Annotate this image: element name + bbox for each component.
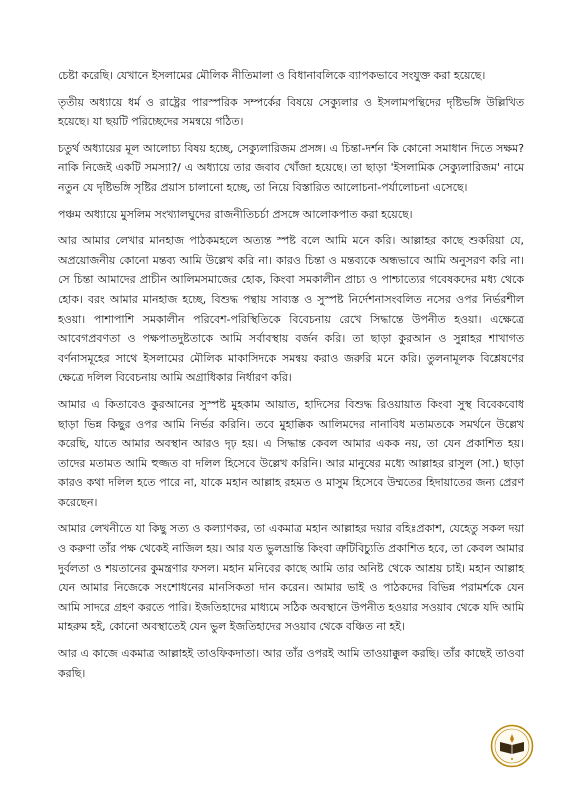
paragraph: আর আমার লেখার মানহাজ পাঠকমহলে অত্যন্ত স্পষ্ট বলে আমি মনে করি। আল্লাহর কাছে শুকরিয়া যে, অপ্রয়োজনীয় কোনো মন্তব্য আমি উল্লেখ করি না। কারও চিন্তা ও মন্তব্যকে অন্ধভাবে আমি অনুসরণ করি না। সে চিন্তা আমাদের প্রাচীন আলিমসমাজের হোক, কিংবা সমকালীন প্রাচ্য ও পাশ্চাত্যের গবেষকদের মধ্য থেকে হোক। বরং আমার মানহাজ হচ্ছে, বিশুদ্ধ পন্থায় সাব্যস্ত ও সুস্পষ্ট নির্দেশনাসংবলিত নসের ওপর নির্ভরশীল হওয়া। পাশাপাশি সমকালীন পরিবেশ-পরিস্থিতিকে বিবেচনায় রেখে সিদ্ধান্তে উপনীত হওয়া। এক্ষেত্রে আবেগপ্রবণতা ও পক্ষপাতদুষ্টতাকে আমি সর্বাবস্থায় বর্জন করি। তা ছাড়া কুরআন ও সুন্নাহর শাখাগত বর্ণনাসমূহের সাথে ইসলামের মৌলিক মাকাসিদকে সমন্বয় করাও জরুরি মনে করি। তুলনামূলক বিশ্লেষণের ক্ষেত্রে দলিল বিবেচনায় আমি অগ্রাধিকার নির্ধারণ করি। <box>58 234 524 385</box>
paragraph: তৃতীয় অধ্যায়ে ধর্ম ও রাষ্ট্রের পারস্পরিক সম্পর্কের বিষয়ে সেক্যুলার ও ইসলামপন্থিদের দৃষ্টিভঙ্গি উল্লিখিত হয়েছে। যা ছয়টি পরিচ্ছেদের সমন্বয়ে গঠিত। <box>58 95 524 129</box>
page-body <box>58 66 524 690</box>
paragraph: আমার লেখনীতে যা কিছু সত্য ও কল্যাণকর, তা একমাত্র মহান আল্লাহর দয়ার বহিঃপ্রকাশ, যেহেতু সকল দয়া ও করুণা তাঁর পক্ষ থেকেই নাজিল হয়। আর যত ভুলভ্রান্তি কিংবা ত্রুটিবিচ্যুতি প্রকাশিত হবে, তা কেবল আমার দুর্বলতা ও শয়তানের কুমন্ত্রণার ফসল। মহান মনিবের কাছে আমি তার অনিষ্ট থেকে আশ্রয় চাই। মহান আল্লাহ যেন আমার নিজেকে সংশোধনের মানসিকতা দান করেন। আমার ভাই ও পাঠকদের বিভিন্ন পরামর্শকে যেন আমি সাদরে গ্রহণ করতে পারি। ইজতিহাদের মাধ্যমে সঠিক অবস্থানে উপনীত হওয়ার সওয়াব থেকে যদি আমি মাহরুম হই, কোনো অবস্থাতেই যেন ভুল ইজতিহাদের সওয়াব থেকে বঞ্চিত না হই। <box>58 522 524 634</box>
paragraph: পঞ্চম অধ্যায়ে মুসলিম সংখ্যালঘুদের রাজনীতিচর্চা প্রসঙ্গে আলোকপাত করা হয়েছে। <box>58 207 413 221</box>
paragraph: চতুর্থ অধ্যায়ের মূল আলোচ্য বিষয় হচ্ছে, সেক্যুলারিজম প্রসঙ্গ। এ চিন্তা-দর্শন কি কোনো সমাধান দিতে সক্ষম? নাকি নিজেই একটি সমস্যা?/ এ অধ্যায়ে তার জবাব খোঁজা হয়েছে। তা ছাড়া 'ইসলামিক সেক্যুলারিজম' নামে নতুন যে দৃষ্টিভঙ্গি সৃষ্টির প্রয়াস চালানো হচ্ছে, তা নিয়ে বিস্তারিত আলোচনা-পর্যালোচনা এসেছে। <box>58 141 524 194</box>
paragraph: চেষ্টা করেছি। যেখানে ইসলামের মৌলিক নীতিমালা ও বিধানাবলিকে ব্যাপকভাবে সংযুক্ত করা হয়েছে। <box>58 69 486 82</box>
publisher-book-logo-icon <box>490 724 534 768</box>
paragraph: আর এ কাজে একমাত্র আল্লাহই তাওফিকদাতা। আর তাঁর ওপরই আমি তাওয়াক্কুল করছি। তাঁর কাছেই তাওবা করছি। <box>58 647 524 680</box>
paragraph: আমার এ কিতাবেও কুরআনের সুস্পষ্ট মুহকাম আয়াত, হাদিসের বিশুদ্ধ রিওয়ায়াত কিংবা সুস্থ বিবেকবোধ ছাড়া ভিন্ন কিছুর ওপর আমি নির্ভর করিনি। তবে মুহাক্কিক আলিমদের নানাবিধ মতামতকে সমর্থনে উল্লেখ করেছি, যাতে আমার অবস্থান আরও দৃঢ় হয়। এ সিদ্ধান্ত কেবল আমার একক নয়, তা যেন প্রকাশিত হয়। তাদের মতামত আমি হুজ্জত বা দলিল হিসেবে উল্লেখ করিনি। আর মানুষের মধ্যে আল্লাহর রাসুল (সা.) ছাড়া কারও কথা দলিল হতে পারে না, যাকে মহান আল্লাহ রহমত ও মাসুম হিসেবে উম্মতের হিদায়াতের জন্য প্রেরণ করেছেন। <box>58 397 524 509</box>
